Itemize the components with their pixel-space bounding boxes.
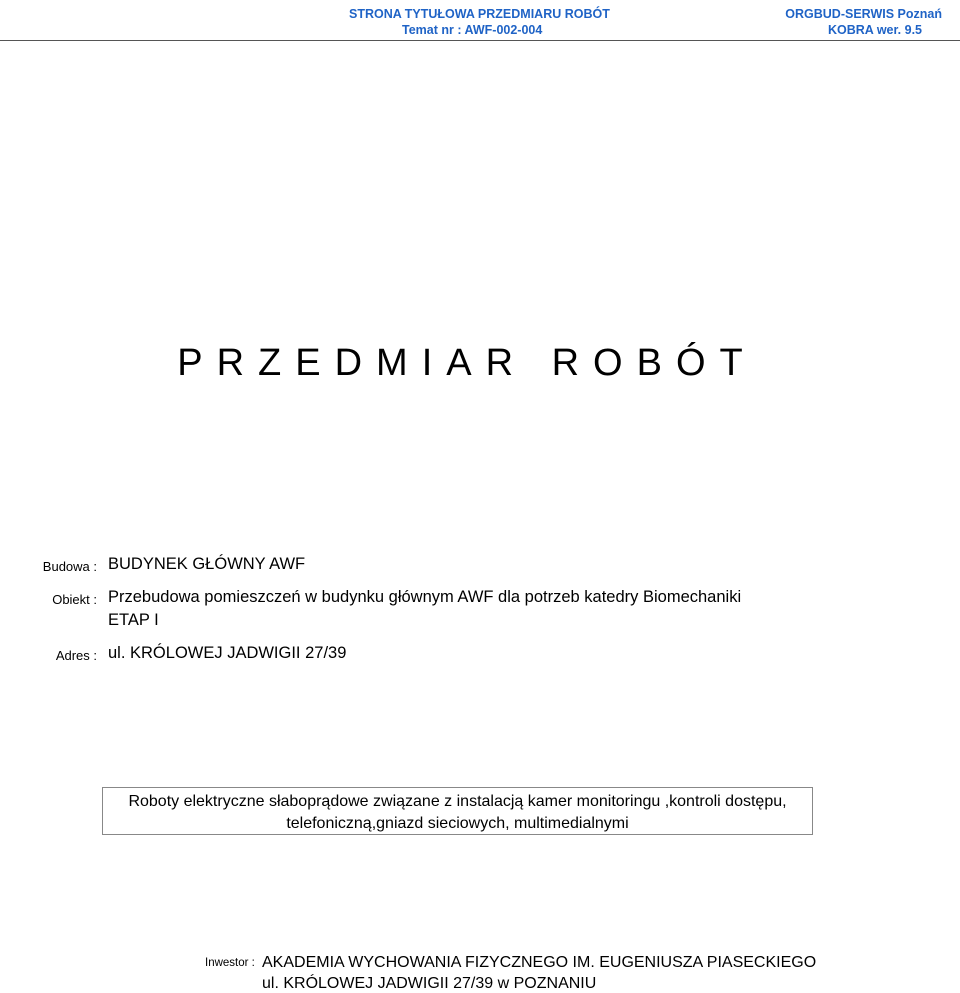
header-doc-title: STRONA TYTUŁOWA PRZEDMIARU ROBÓT bbox=[349, 7, 610, 21]
obiekt-label: Obiekt : bbox=[52, 592, 97, 607]
header-company: ORGBUD-SERWIS Poznań bbox=[785, 7, 942, 21]
header-divider bbox=[0, 40, 960, 41]
page-title: PRZEDMIAR ROBÓT bbox=[177, 342, 757, 384]
budowa-label: Budowa : bbox=[42, 559, 97, 574]
investor-address: ul. KRÓLOWEJ JADWIGII 27/39 w POZNANIU bbox=[262, 975, 597, 992]
budowa-value: BUDYNEK GŁÓWNY AWF bbox=[108, 555, 306, 573]
work-description-line1: Roboty elektryczne słaboprądowe związane z instalacją kamer monitoringu ,kontroli dostępu, bbox=[128, 793, 787, 810]
investor-label: Inwestor : bbox=[205, 957, 255, 969]
obiekt-value-line1: Przebudowa pomieszczeń w budynku głównym AWF dla potrzeb katedry Biomechaniki bbox=[108, 588, 742, 606]
adres-value: ul. KRÓLOWEJ JADWIGII 27/39 bbox=[108, 644, 347, 662]
header-topic: Temat nr : AWF-002-004 bbox=[402, 23, 543, 37]
header-software-version: KOBRA wer. 9.5 bbox=[827, 23, 922, 37]
obiekt-value-line2: ETAP I bbox=[108, 611, 159, 629]
adres-label: Adres : bbox=[55, 648, 97, 663]
investor-name: AKADEMIA WYCHOWANIA FIZYCZNEGO IM. EUGENIUSZA PIASECKIEGO bbox=[262, 954, 817, 971]
work-description-box bbox=[102, 787, 813, 835]
work-description-line2: telefoniczną,gniazd sieciowych, multimedialnymi bbox=[286, 815, 629, 832]
